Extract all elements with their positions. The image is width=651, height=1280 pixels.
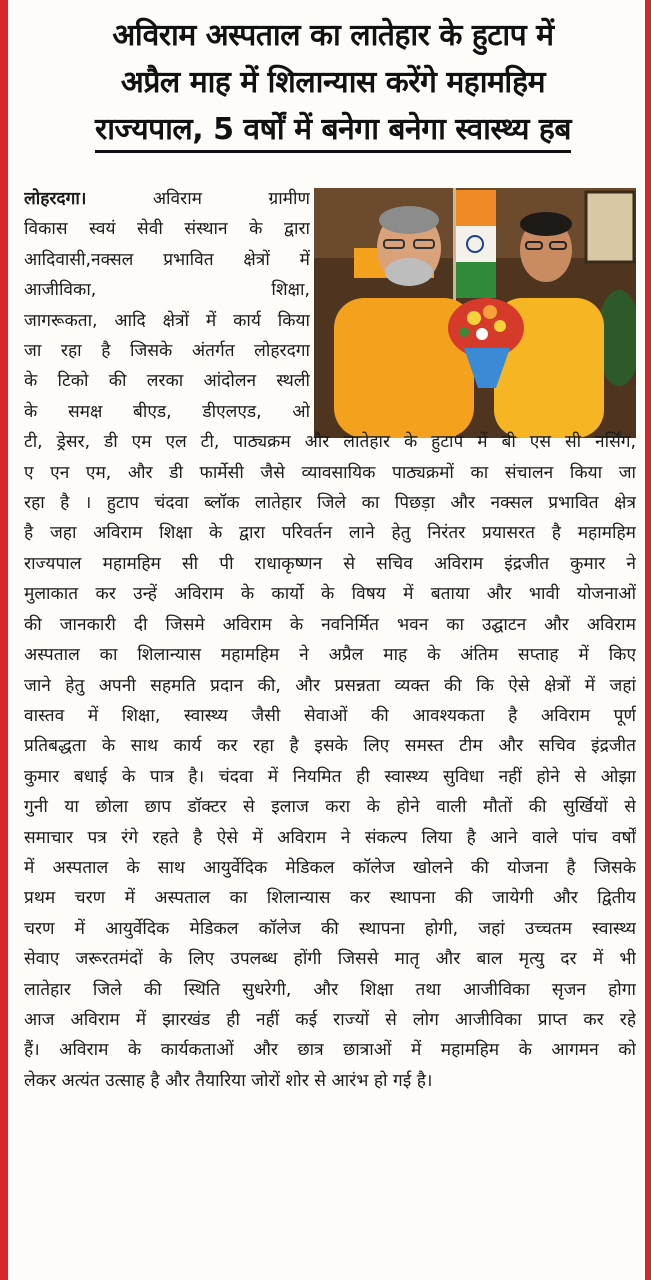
article-line-last: लेकर अत्यंत उत्साह है और तैयारिया जोरों शोर से आरंभ हो गई है। xyxy=(24,1070,433,1091)
article-line: में अस्पताल के साथ आयुर्वेदिक मेडिकल कॉलेज खोलने की योजना है जिसके xyxy=(24,857,636,878)
article-line: मुलाकात कर उन्हें अविराम के कार्यो के विषय में बताया और भावी योजनाओं xyxy=(24,584,636,605)
article-line: चरण में आयुर्वेदिक मेडिकल कॉलेज की स्थापना होगी, जहां उच्चतम स्वास्थ्य xyxy=(24,918,636,939)
headline-line-3: राज्यपाल, 5 वर्षों में बनेगा बनेगा स्वास्थ्य हब xyxy=(95,110,571,153)
article-line: के टिको की लरका आंदोलन स्थली xyxy=(24,371,310,392)
article-line: रहा है । हुटाप चंदवा ब्लॉक लातेहार जिले का पिछड़ा और नक्सल प्रभावित क्षेत्र xyxy=(24,493,636,514)
article-line: कुमार बधाई के पात्र है। चंदवा में नियमित ही स्वास्थ्य सुविधा नहीं होने से ओझा xyxy=(24,766,636,787)
headline-line-2: अप्रैल माह में शिलान्यास करेंगे महामहिम xyxy=(120,65,546,100)
article-line: ए एन एम, और डी फार्मेसी जैसे व्यावसायिक पाठ्यक्रमों का संचालन किया जा xyxy=(24,462,636,483)
article-line: सेवाए जरूरतमंदों के लिए उपलब्ध होंगी जिससे मातृ और बाल मृत्यु दर में भी xyxy=(24,949,636,970)
article-line: समाचार पत्र रंगे रहते है ऐसे में अविराम ने संकल्प लिया है आने वाले पांच वर्षों xyxy=(24,827,636,848)
article-line: के समक्ष बीएड, डीएलएड, ओ xyxy=(24,401,310,422)
dateline: लोहरदगा। xyxy=(24,189,87,209)
article-line: जागरूकता, आदि क्षेत्रों में कार्य किया xyxy=(24,310,310,331)
article-line: जा रहा है जिसके अंतर्गत लोहरदगा xyxy=(24,341,310,362)
article-line: विकास स्वयं सेवी संस्थान के द्वारा xyxy=(24,219,310,240)
article-line: हैं। अविराम के कार्यकताओं और छात्र छात्राओं में महामहिम के आगमन को xyxy=(24,1040,636,1061)
article-line: आदिवासी,नक्सल प्रभावित क्षेत्रों में xyxy=(24,249,310,270)
article-body xyxy=(24,184,636,1096)
headline xyxy=(22,12,644,153)
article-line: है जहा अविराम शिक्षा के द्वारा परिवर्तन लाने हेतु निरंतर प्रयासरत है महामहिम xyxy=(24,523,636,544)
article-line: प्रतिबद्धता के साथ कार्य कर रहा है इसके लिए समस्त टीम और सचिव इंद्रजीत xyxy=(24,736,636,757)
article-line: लातेहार जिले की स्थिति सुधरेगी, और शिक्षा तथा आजीविका सृजन होगा xyxy=(24,979,636,1000)
article-line: वास्तव में शिक्षा, स्वास्थ्य जैसी सेवाओं की आवश्यकता है अविराम पूर्ण xyxy=(24,705,636,726)
article-line: जाने हेतु अपनी सहमति प्रदान की, और प्रसन्नता व्यक्त की कि ऐसे क्षेत्रों में जहां xyxy=(24,675,636,696)
article-line: आज अविराम में झारखंड ही नहीं कई राज्यों से लोग आजीविका प्राप्त कर रहे xyxy=(24,1009,636,1030)
headline-line-1: अविराम अस्पताल का लातेहार के हुटाप में xyxy=(112,18,554,53)
article-line: राज्यपाल महामहिम सी पी राधाकृष्णन से सचिव अविराम इंद्रजीत कुमार ने xyxy=(24,553,636,574)
article-line: गुनी या छोला छाप डॉक्टर से इलाज करा के होने वाली मौतों की सुर्खियों से xyxy=(24,797,636,818)
article-line: टी, ड्रेसर, डी एम एल टी, पाठ्यक्रम और लातेहार के हुटाप में बी एस सी नर्सिंग, xyxy=(24,432,636,453)
article-line: अस्पताल का शिलान्यास महामहिम ने अप्रैल माह के अंतिम सप्ताह में किए xyxy=(24,645,636,666)
article-line: आजीविका, शिक्षा, xyxy=(24,280,310,301)
article-line: की जानकारी दी जिसमे अविराम के नवनिर्मित भवन का उद्घाटन और अविराम xyxy=(24,614,636,635)
article-line: लोहरदगा। अविराम ग्रामीण xyxy=(24,189,310,209)
article-line: प्रथम चरण में अस्पताल का शिलान्यास कर स्थापना की जायेगी और द्वितीय xyxy=(24,888,636,909)
